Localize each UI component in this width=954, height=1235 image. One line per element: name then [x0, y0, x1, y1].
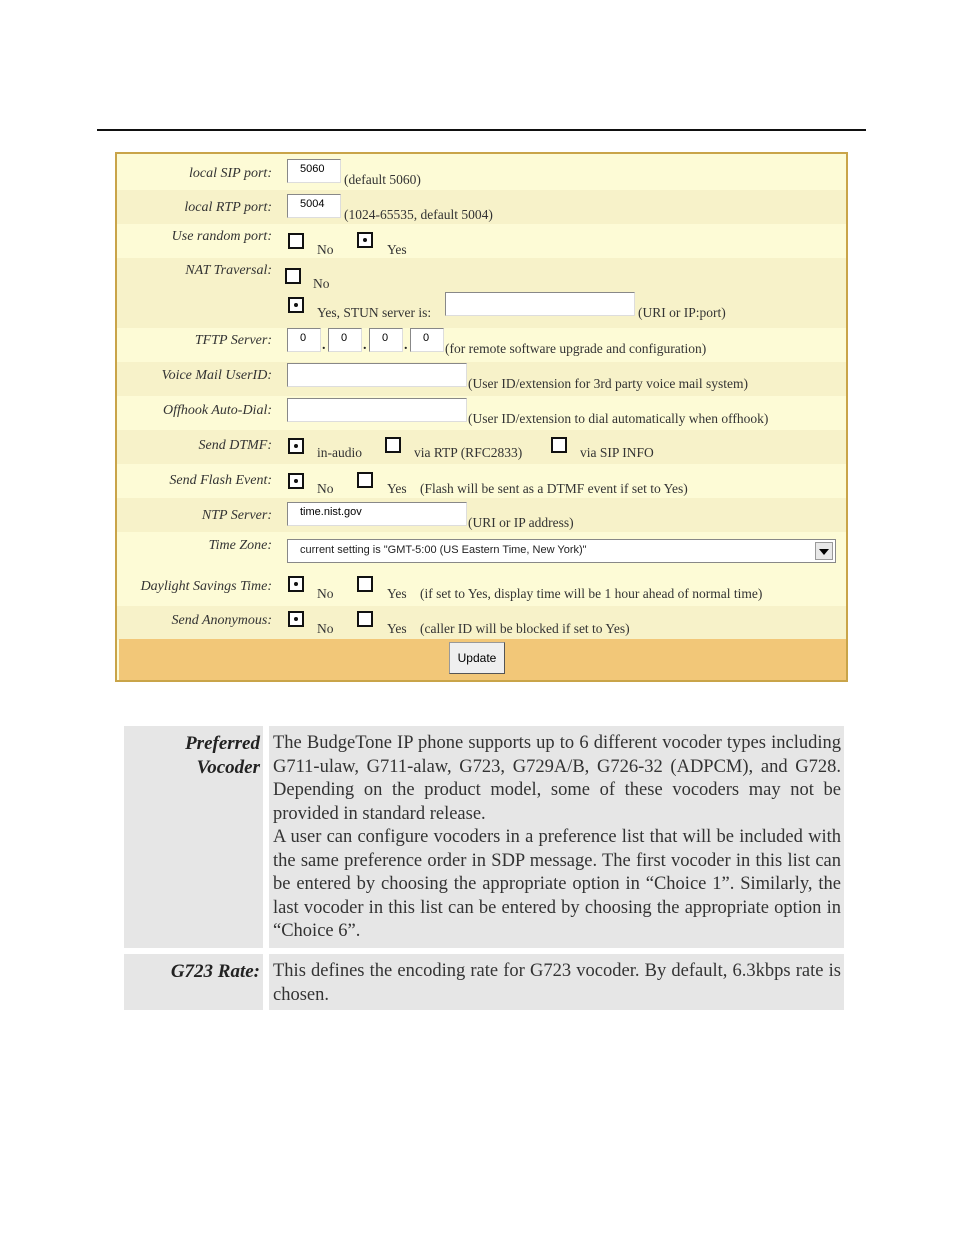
- label-send-flash-event: Send Flash Event:: [169, 473, 272, 488]
- tftp-octet-4-input[interactable]: 0: [410, 328, 444, 352]
- label-send-dtmf: Send DTMF:: [198, 438, 272, 453]
- row-local-rtp-port: [117, 190, 846, 224]
- hint-offhook-auto-dial: (User ID/extension to dial automatically when offhook): [468, 411, 769, 426]
- offhook-auto-dial-input[interactable]: [287, 398, 467, 422]
- row-use-random-port: [117, 224, 846, 258]
- row-send-flash-event: [117, 464, 846, 498]
- label-local-rtp-port: local RTP port:: [184, 200, 272, 215]
- term-g723-rate: G723 Rate:: [124, 954, 263, 1010]
- row-nat-traversal: [117, 258, 846, 328]
- random-port-no-radio[interactable]: [288, 233, 304, 249]
- row-voice-mail-userid: [117, 362, 846, 396]
- daylight-yes-radio[interactable]: [357, 576, 373, 592]
- settings-form: [115, 152, 848, 682]
- hint-send-anonymous: (caller ID will be blocked if set to Yes): [420, 621, 630, 636]
- stun-server-input[interactable]: [445, 292, 635, 316]
- time-zone-select[interactable]: [287, 539, 836, 563]
- time-zone-value: current setting is "GMT-5:00 (US Eastern Time, New York)": [300, 544, 587, 556]
- hint-local-sip-port: (default 5060): [344, 172, 421, 187]
- anonymous-yes-label: Yes: [387, 621, 407, 636]
- term-preferred-vocoder: Preferred Vocoder: [124, 726, 263, 948]
- tftp-octet-1-input[interactable]: 0: [287, 328, 321, 352]
- tftp-dot: .: [404, 338, 408, 353]
- tftp-dot: .: [322, 338, 326, 353]
- row-tftp-server: [117, 328, 846, 362]
- anonymous-yes-radio[interactable]: [357, 611, 373, 627]
- tftp-dot: .: [363, 338, 367, 353]
- anonymous-no-radio[interactable]: [288, 611, 304, 627]
- label-local-sip-port: local SIP port:: [189, 166, 272, 181]
- definition-preferred-vocoder: [269, 726, 844, 948]
- hint-flash-event: (Flash will be sent as a DTMF event if set to Yes): [420, 481, 688, 496]
- row-offhook-auto-dial: [117, 396, 846, 430]
- daylight-no-radio[interactable]: [288, 576, 304, 592]
- label-ntp-server: NTP Server:: [201, 508, 272, 523]
- row-send-anonymous: [117, 606, 846, 640]
- hint-voice-mail-userid: (User ID/extension for 3rd party voice mail system): [468, 376, 749, 391]
- daylight-yes-label: Yes: [387, 586, 407, 601]
- flash-no-radio[interactable]: [288, 473, 304, 489]
- random-port-yes-radio[interactable]: [357, 232, 373, 248]
- random-port-no-label: No: [317, 242, 334, 257]
- tftp-octet-2-input[interactable]: 0: [328, 328, 362, 352]
- local-rtp-port-input[interactable]: 5004: [287, 194, 341, 218]
- definition-row-preferred-vocoder: [124, 726, 844, 948]
- nat-yes-stun-radio[interactable]: [288, 297, 304, 313]
- label-nat-traversal: NAT Traversal:: [185, 263, 272, 278]
- row-ntp-server: [117, 498, 846, 532]
- local-sip-port-input[interactable]: 5060: [287, 159, 341, 183]
- definition-row-g723-rate: [124, 954, 844, 1010]
- chevron-down-icon[interactable]: [815, 542, 833, 560]
- dtmf-in-audio-radio[interactable]: [288, 438, 304, 454]
- label-offhook-auto-dial: Offhook Auto-Dial:: [162, 403, 272, 418]
- dtmf-sip-info-label: via SIP INFO: [580, 445, 654, 460]
- label-time-zone: Time Zone:: [208, 538, 272, 553]
- ntp-server-input[interactable]: time.nist.gov: [287, 502, 467, 526]
- dtmf-rtp-radio[interactable]: [385, 437, 401, 453]
- hint-ntp-server: (URI or IP address): [468, 515, 574, 530]
- definition-preferred-vocoder-part2: A user can configure vocoders in a preference list that will be included with the same preference order in SDP message. The first vocoder in this list can be entered by choosing the appropriate option in “Choice 1”. Similarly, the last vocoder in this list can be entered by choosing the appropriate option in “Choice 6”.: [273, 827, 841, 941]
- row-local-sip-port: [117, 156, 846, 190]
- flash-yes-label: Yes: [387, 481, 407, 496]
- anonymous-no-label: No: [317, 621, 334, 636]
- definition-g723-rate: This defines the encoding rate for G723 vocoder. By default, 6.3kbps rate is chosen.: [269, 954, 844, 1010]
- voice-mail-userid-input[interactable]: [287, 363, 467, 387]
- label-use-random-port: Use random port:: [171, 229, 272, 244]
- flash-yes-radio[interactable]: [357, 472, 373, 488]
- nat-no-radio[interactable]: [285, 268, 301, 284]
- nat-yes-stun-label: Yes, STUN server is:: [317, 305, 432, 320]
- hint-stun-server: (URI or IP:port): [638, 305, 726, 320]
- hint-tftp-server: (for remote software upgrade and configuration): [445, 341, 707, 356]
- dtmf-in-audio-label: in-audio: [317, 445, 362, 460]
- form-footer: [119, 639, 846, 680]
- update-button[interactable]: Update: [449, 642, 505, 674]
- label-send-anonymous: Send Anonymous:: [171, 613, 272, 628]
- daylight-no-label: No: [317, 586, 334, 601]
- dtmf-sip-info-radio[interactable]: [551, 437, 567, 453]
- definition-preferred-vocoder-part1: The BudgeTone IP phone supports up to 6 different vocoder types including G711-ulaw, G711-alaw, G723, G729A/B, G726-32 (ADPCM), and G728. Depending on the product model, some of these vocoders may not be provided in standard release.: [273, 733, 841, 824]
- page-rule: [97, 129, 866, 131]
- label-tftp-server: TFTP Server:: [194, 333, 272, 348]
- random-port-yes-label: Yes: [387, 242, 407, 257]
- tftp-octet-3-input[interactable]: 0: [369, 328, 403, 352]
- nat-no-label: No: [313, 276, 330, 291]
- hint-local-rtp-port: (1024-65535, default 5004): [344, 207, 493, 222]
- dtmf-rtp-label: via RTP (RFC2833): [414, 445, 523, 460]
- hint-daylight-savings: (if set to Yes, display time will be 1 hour ahead of normal time): [420, 586, 763, 601]
- label-voice-mail-userid: Voice Mail UserID:: [161, 368, 272, 383]
- row-daylight-savings: [117, 572, 846, 606]
- flash-no-label: No: [317, 481, 334, 496]
- label-daylight-savings: Daylight Savings Time:: [140, 579, 272, 594]
- row-send-dtmf: [117, 430, 846, 464]
